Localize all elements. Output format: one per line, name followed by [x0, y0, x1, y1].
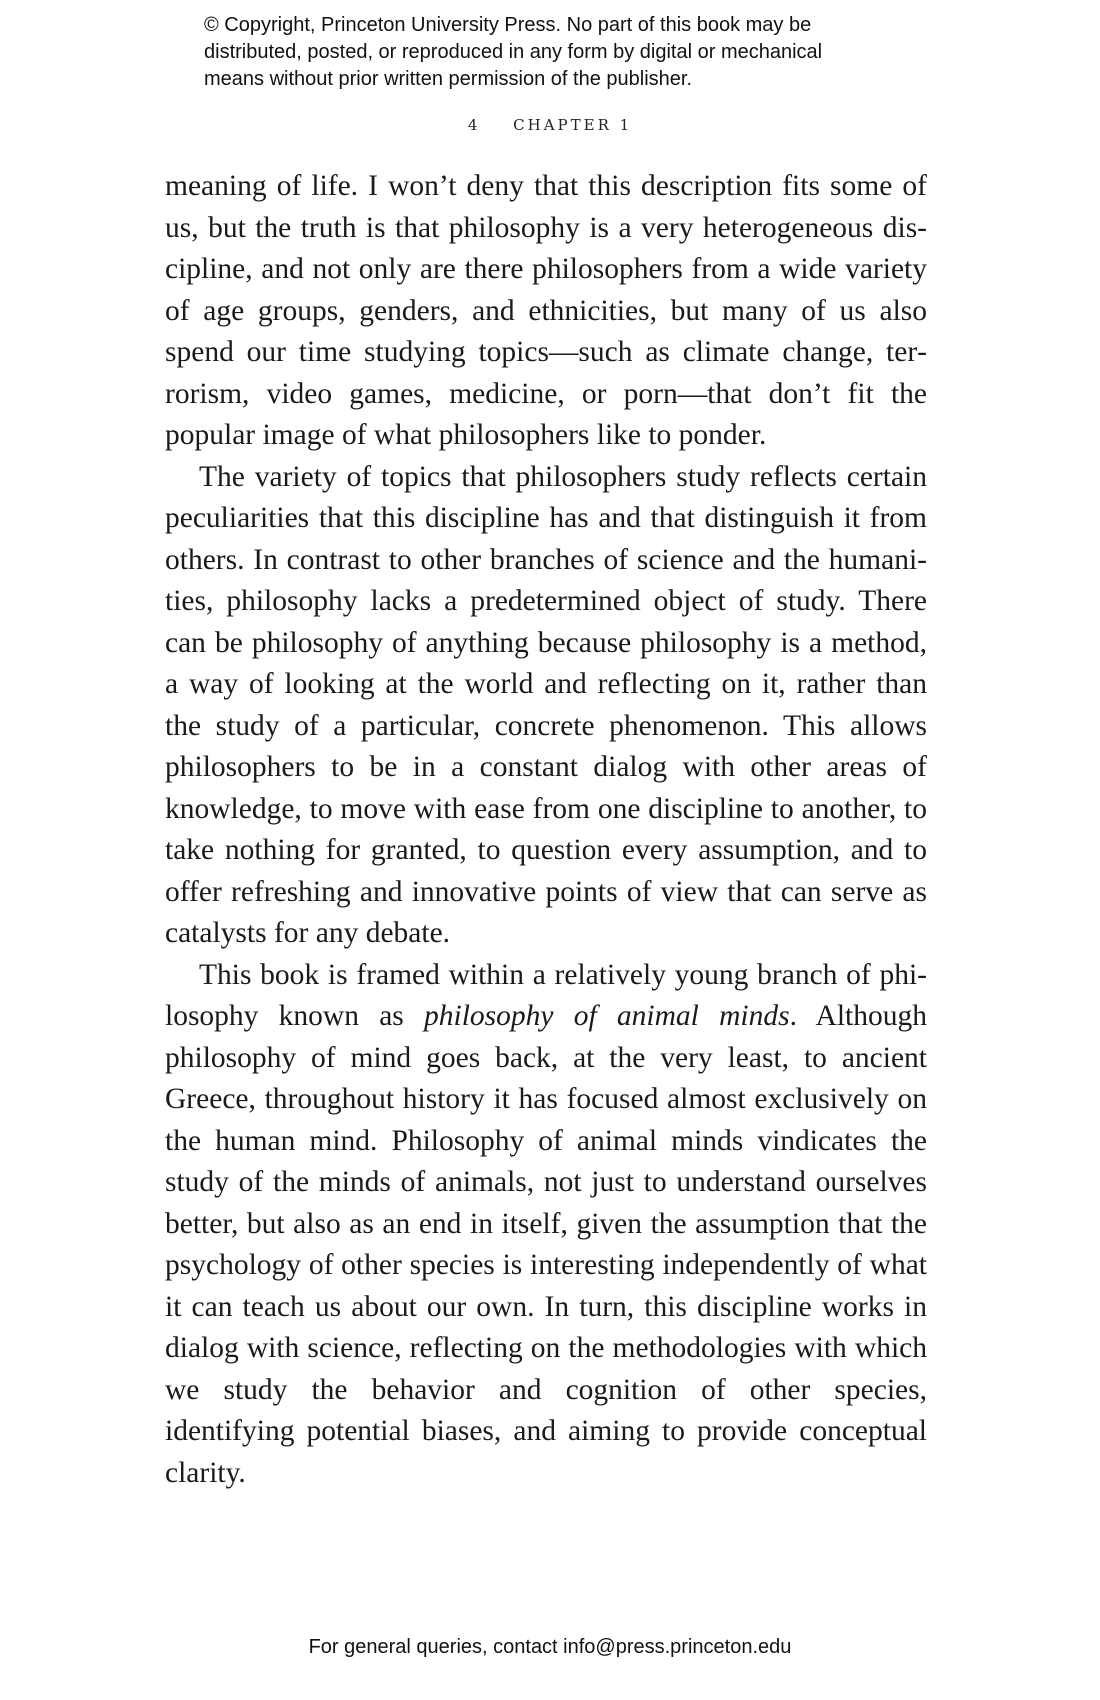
- footer-contact: For general queries, contact info@press.princeton.edu: [308, 1636, 792, 1658]
- paragraph: [165, 955, 927, 1495]
- paragraph: The variety of topics that philosophers study reflects certain peculiarities that this discipline has and that distinguish it from others. In contrast to other branches of science and the humanities, philosophy lacks a predetermined object of study. There can be philosophy of anything because philosophy is a method, a way of looking at the world and reflecting on it, rather than the study of a particular, concrete phenomenon. This allows philosophers to be in a constant dialog with other areas of knowledge, to move with ease from one discipline to another, to take nothing for granted, to question every assumption, and to offer refreshing and innovative points of view that can serve as catalysts for any debate.: [165, 460, 927, 949]
- paragraph-text: This book is framed within a relatively young branch of philosophy known as: [165, 958, 927, 1032]
- running-head: [0, 116, 1100, 134]
- page-number: 4: [467, 116, 478, 134]
- body-text: [165, 166, 927, 1494]
- paragraph: meaning of life. I won’t deny that this description fits some of us, but the truth is that philosophy is a very heterogeneous discipline, and not only are there philosophers from a wide variety of age groups, genders, and ethnicities, but many of us also spend our time studying topics—such as climate change, terrorism, video games, medicine, or porn—that don’t fit the popular image of what philosophers like to ponder.: [165, 170, 927, 451]
- italic-term: philosophy of animal minds: [424, 1000, 790, 1032]
- copyright-line: © Copyright, Princeton University Press. No part of this book may be: [204, 14, 812, 36]
- chapter-label: CHAPTER 1: [513, 116, 633, 134]
- copyright-line: means without prior written permission of the publisher.: [204, 68, 693, 90]
- paragraph-text: . Although philosophy of mind goes back, at the very least, to ancient Greece, throughout history it has focused almost exclusively on the human mind. Philosophy of animal minds vindicates the study of the minds of animals, not just to understand ourselves better, but also as an end in itself, given the assumption that the psychology of other species is interesting independently of what it can teach us about our own. In turn, this discipline works in dialog with science, reflecting on the methodologies with which we study the behavior and cognition of other species, identifying potential biases, and aiming to provide conceptual clarity.: [165, 1000, 927, 1489]
- copyright-notice: [204, 12, 924, 93]
- copyright-line: distributed, posted, or reproduced in any form by digital or mechanical: [204, 41, 823, 63]
